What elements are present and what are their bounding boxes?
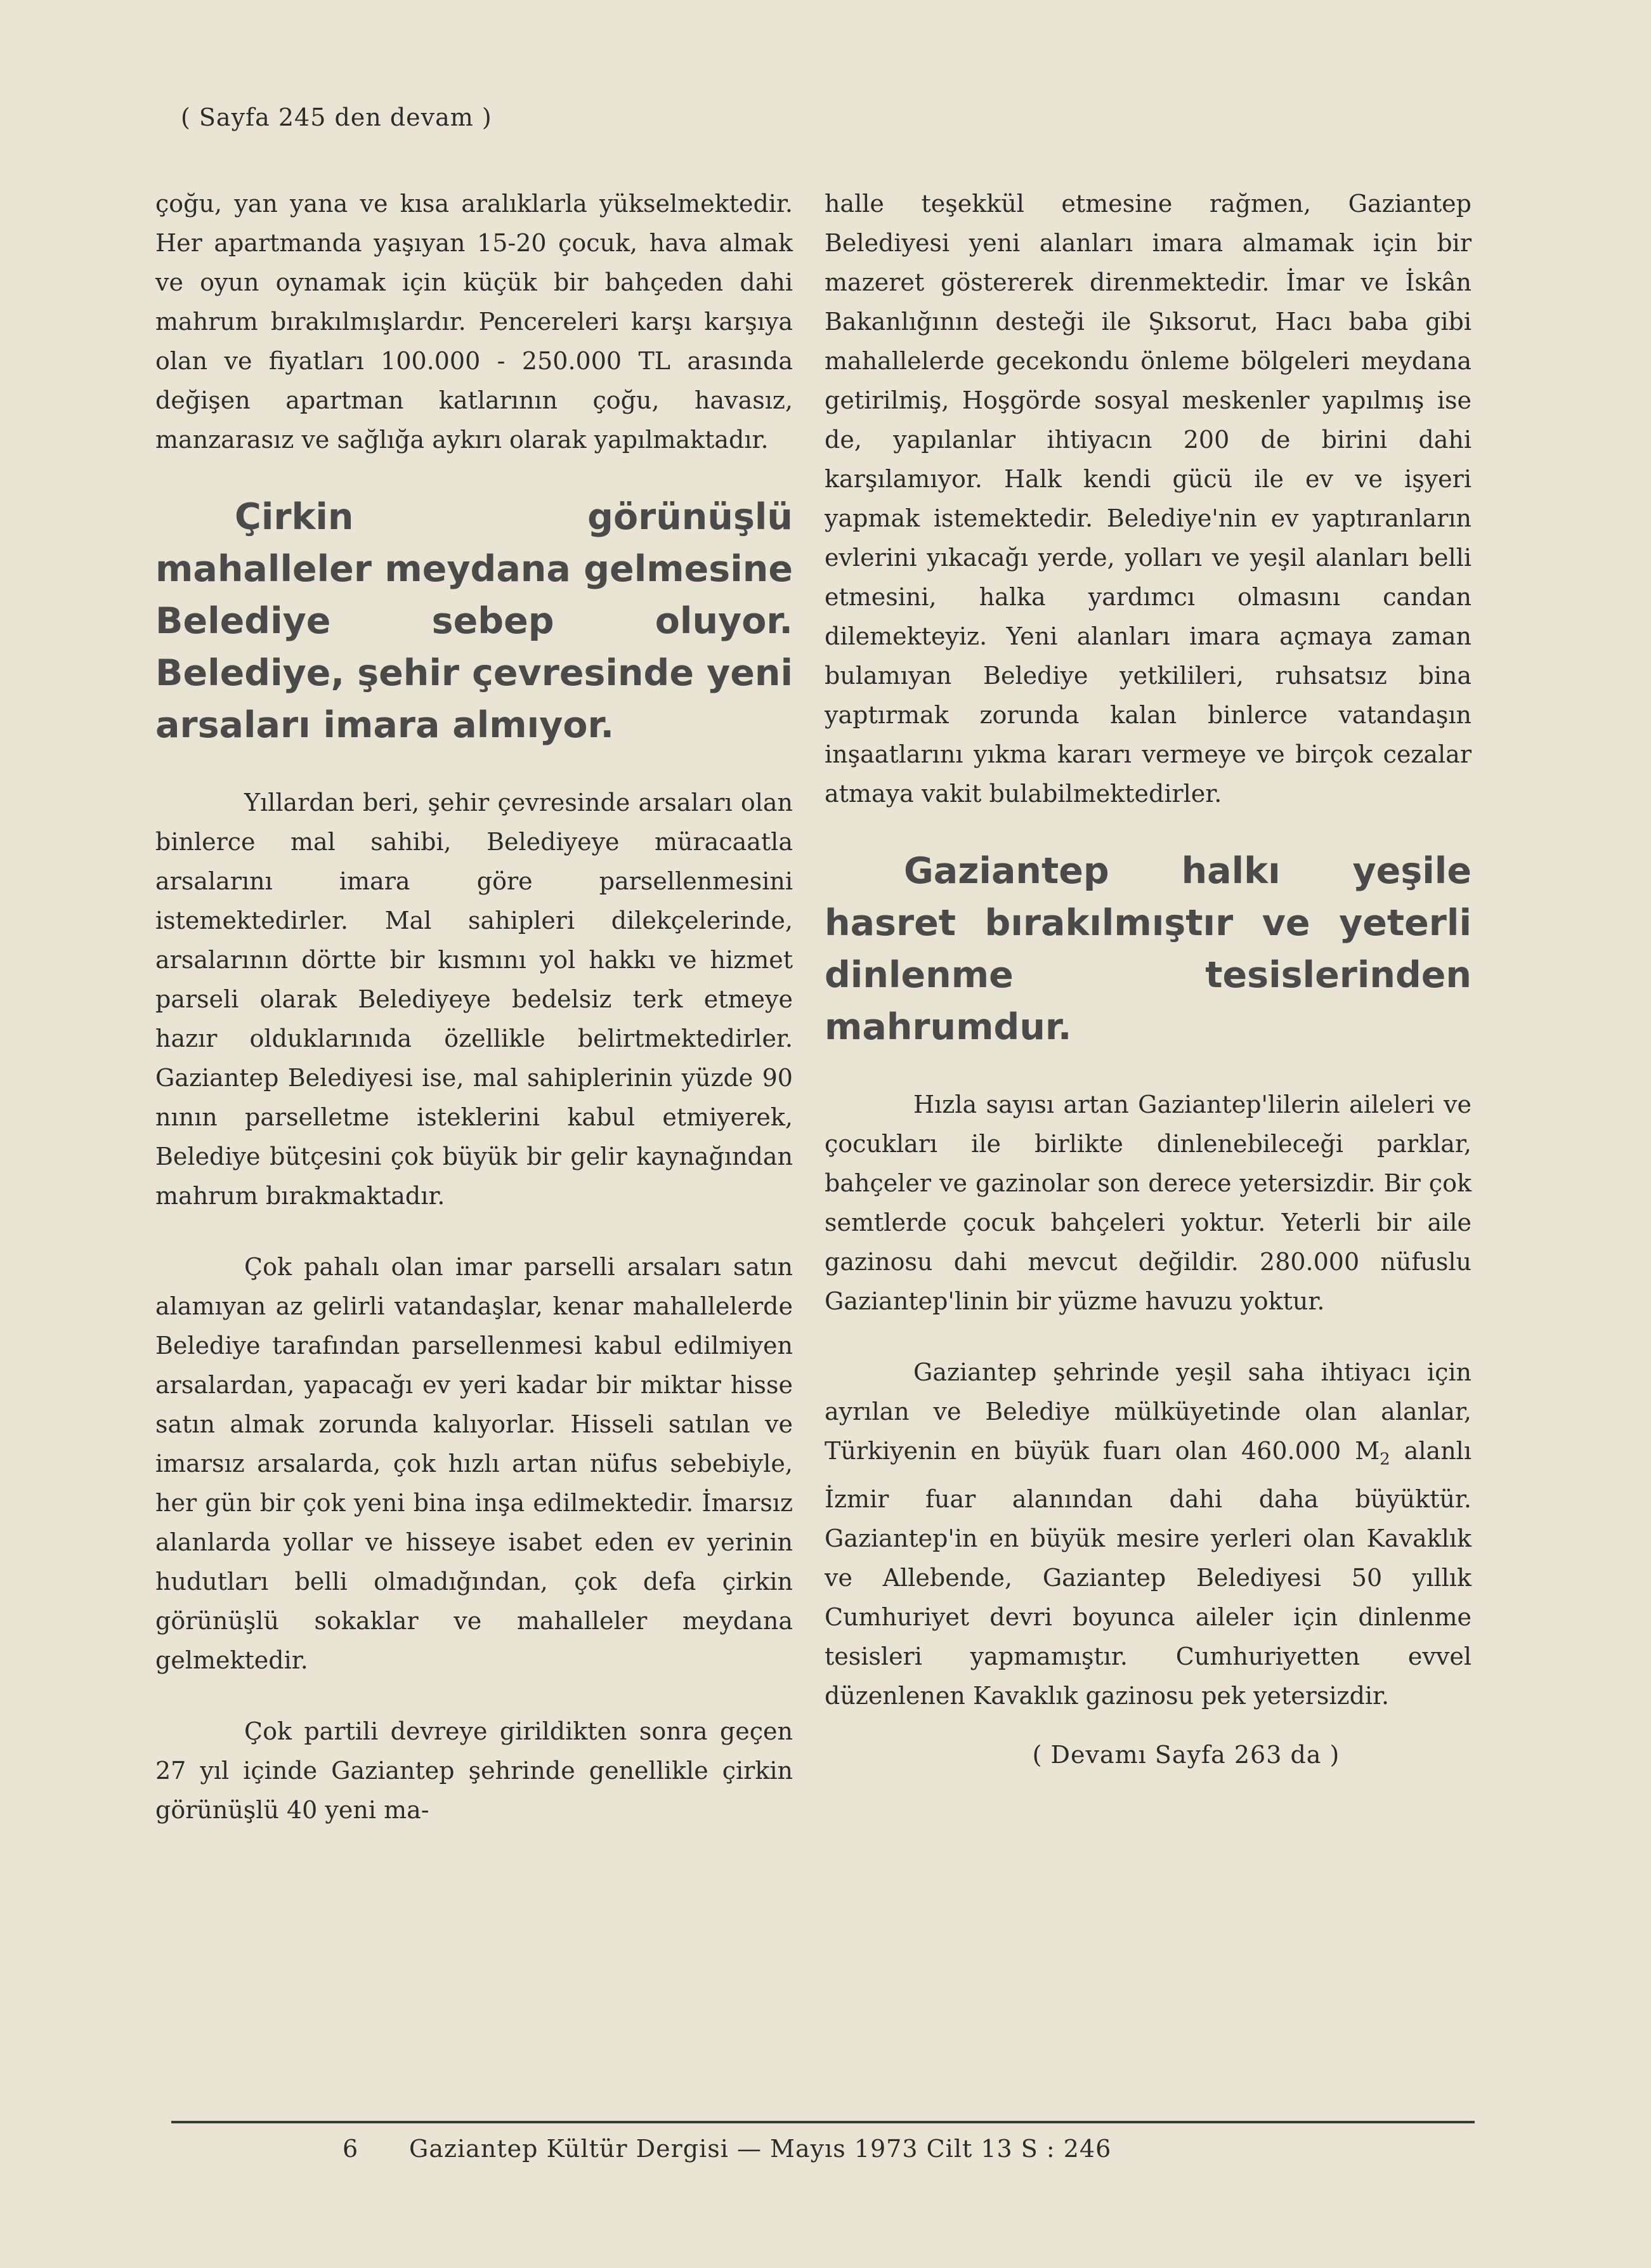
paragraph: Çok partili devreye girildikten sonra geçen 27 yıl içinde Gaziantep şehrinde genellikle çirkin görünüşlü 40 yeni ma- <box>155 1717 793 1824</box>
page-number: 6 <box>343 2135 359 2163</box>
paragraph <box>825 1353 1472 1715</box>
paragraph-text: alanlı İzmir fuar alanından dahi daha büyüktür. Gaziantep'in en büyük mesire yerleri olan Kavaklık ve Allebende, Gaziantep Belediyesi 50 yıllık Cumhuriyet devri boyunca aileler için dinlenme tesisleri yapmamıştır. Cumhuriyetten evvel düzenlenen Kavaklık gazinosu pek yetersizdir. <box>825 1437 1472 1710</box>
continued-to-note: ( Devamı Sayfa 263 da ) <box>1032 1740 1340 1769</box>
continued-from-note: ( Sayfa 245 den devam ) <box>181 103 492 131</box>
unit-subscript: 2 <box>1380 1450 1390 1469</box>
paragraph: Hızla sayısı artan Gaziantep'lilerin aileleri ve çocukları ile birlikte dinlenebileceği parklar, bahçeler ve gazinolar son derece yetersizdir. Bir çok semtlerde çocuk bahçeleri yoktur. Yeterli bir aile gazinosu dahi mevcut değildir. 280.000 nüfuslu Gaziantep'linin bir yüzme havuzu yoktur. <box>825 1091 1472 1315</box>
paragraph: çoğu, yan yana ve kısa aralıklarla yükselmektedir. Her apartmanda yaşıyan 15-20 çocuk, hava almak ve oyun oynamak için küçük bir bahçeden dahi mahrum bırakılmışlardır. Pencereleri karşı karşıya olan ve fiyatları 100.000 - 250.000 TL arasında değişen apartman katlarının çoğu, havasız, manzarasız ve sağlığa aykırı olarak yapılmaktadır. <box>155 190 793 454</box>
paragraph: Çok pahalı olan imar parselli arsaları satın alamıyan az gelirli vatandaşlar, kenar mahallelerde Belediye tarafından parsellenmesi kabul edilmiyen arsalardan, yapacağı ev yeri kadar bir miktar hisse satın almak zorunda kalıyorlar. Hisseli satılan ve imarsız arsalarda, çok hızlı artan nüfus sebebiyle, her gün bir çok yeni bina inşa edilmektedir. İmarsız alanlarda yollar ve hisseye isabet eden ev yerinin hudutları belli olmadığından, çok defa çirkin görünüşlü sokaklar ve mahalleler meydana gelmektedir. <box>155 1253 793 1674</box>
right-column <box>825 184 1472 1769</box>
section-heading: Çirkin görünüşlü mahalleler meydana gelmesine Belediye sebep oluyor. Belediye, şehir çevresinde yeni arsaları imara almıyor. <box>155 496 793 746</box>
paragraph: Yıllardan beri, şehir çevresinde arsaları olan binlerce mal sahibi, Belediyeye müracaatla arsalarını imara göre parsellenmesini istemektedirler. Mal sahipleri dilekçelerinde, arsalarının dörtte bir kısmını yol hakkı ve hizmet parseli olarak Belediyeye bedelsiz terk etmeye hazır olduklarınıda özellikle belirtmektedirler. Gaziantep Belediyesi ise, mal sahiplerinin yüzde 90 nının parselletme isteklerini kabul etmiyerek, Belediye bütçesini çok büyük bir gelir kaynağından mahrum bırakmaktadır. <box>155 789 793 1210</box>
publication-info: Gaziantep Kültür Dergisi — Mayıs 1973 Cilt 13 S : 246 <box>409 2135 1112 2163</box>
left-column <box>155 184 793 1830</box>
paragraph: halle teşekkül etmesine rağmen, Gaziantep Belediyesi yeni alanları imara almamak için bir mazeret göstererek direnmektedir. İmar ve İskân Bakanlığının desteği ile Şıksorut, Hacı baba gibi mahallelerde gecekondu önleme bölgeleri meydana getirilmiş, Hoşgörde sosyal meskenler yapılmış ise de, yapılanlar ihtiyacın 200 de birini dahi karşılamıyor. Halk kendi gücü ile ev ve işyeri yapmak istemektedir. Belediye'nin ev yaptıranların evlerini yıkacağı yerde, yolları ve yeşil alanları belli etmesini, halka yardımcı olmasını candan dilemekteyiz. Yeni alanları imara açmaya zaman bulamıyan Belediye yetkilileri, ruhsatsız bina yaptırmak zorunda kalan binlerce vatandaşın inşaatlarını yıkma kararı vermeye ve birçok cezalar atmaya vakit bulabilmektedirler. <box>825 190 1472 808</box>
paragraph-text: Gaziantep şehrinde yeşil saha ihtiyacı için ayrılan ve Belediye mülküyetinde olan alanlar, Türkiyenin en büyük fuarı olan 460.000 M <box>825 1358 1472 1465</box>
footer-rule <box>171 2121 1475 2123</box>
section-heading: Gaziantep halkı yeşile hasret bırakılmıştır ve yeterli dinlenme tesislerinden mahrumdur. <box>825 850 1472 1048</box>
